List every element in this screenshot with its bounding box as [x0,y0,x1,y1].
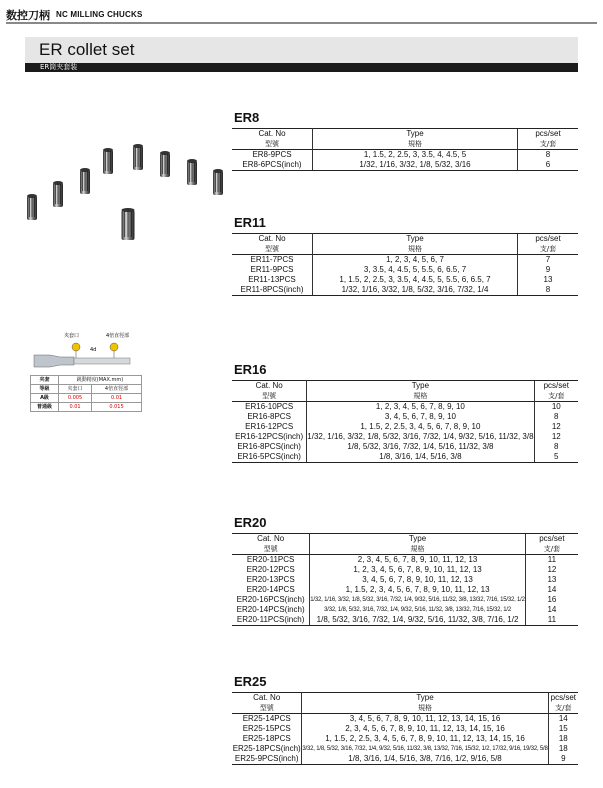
table-row [232,452,578,463]
pcs-cell: 15 [548,724,578,734]
section-title-er11: ER11 [234,215,266,230]
cat-no-cell: ER11-13PCS [232,275,313,285]
table-row [232,605,578,615]
accuracy-cell: 4倍直徑部 [92,385,142,394]
col-type: Type [302,693,548,704]
type-cell: 1, 1.5, 2, 3, 4, 5, 6, 7, 8, 9, 10, 11, 12, 13 [345,585,490,594]
label-4d: 4d [90,347,97,353]
accuracy-cell: 跳動精度(MAX.mm) [59,376,142,385]
cat-no-cell: ER25-18PCS(inch) [232,744,301,753]
cat-no-cell: ER16-12PCS(inch) [232,432,307,442]
type-cell: 1, 1.5, 2, 2.5, 3, 4, 5, 6, 7, 8, 9, 10 [360,422,481,431]
collet-icon [213,169,223,195]
cat-no-cell: ER20-16PCS(inch) [232,595,310,605]
collet-icon [27,194,37,220]
accuracy-cell: 等級 [31,385,59,394]
col-cat-no: Cat. No [232,234,313,245]
pcs-cell: 14 [525,585,578,595]
accuracy-cell: 0.01 [92,394,142,403]
header-row [232,129,578,140]
type-cell: 1/32, 1/16, 3/32, 1/8, 5/32, 3/16, 7/32, 1/4, 9/32, 5/16, 11/32, 3/8, 13/32, 7/16, 15/32, 1/2 [310,597,525,603]
pcs-cell: 13 [518,275,579,285]
cat-no-cell: ER8-6PCS(inch) [232,160,313,171]
type-cell: 1, 2, 3, 4, 5, 6, 7 [313,255,518,266]
col-cat-no-cn: 型號 [232,544,310,555]
accuracy-cell: A級 [31,394,59,403]
cat-no-cell: ER20-14PCS [232,585,310,595]
col-type-cn: 規格 [418,704,433,712]
header-row [232,381,578,392]
accuracy-diagram [30,329,142,424]
cat-no-cell: ER20-13PCS [232,575,310,585]
header-en: NC MILLING CHUCKS [56,10,143,19]
type-cell: 1/8, 5/32, 3/16, 7/32, 1/4, 5/16, 11/32, 3/8 [347,442,494,451]
page-title: ER collet set [39,40,135,59]
col-pcs-cn: 支/套 [525,544,578,555]
col-pcs: pcs/set [525,534,578,545]
col-pcs-cn: 支/套 [518,139,579,150]
col-pcs-cn: 支/套 [518,244,579,255]
page-header [6,6,597,24]
accuracy-row [31,385,142,394]
collet-icon [53,181,63,207]
pcs-cell: 7 [518,255,579,266]
type-cell: 3/32, 1/8, 5/32, 3/16, 7/32, 1/4, 9/32, 5/16, 11/32, 3/8, 13/32, 7/16, 15/32, 1/2 [324,607,511,613]
table-row [232,595,578,605]
col-cat-no-cn: 型號 [232,391,307,402]
type-cell: 1/32, 1/16, 3/32, 1/8, 5/32, 3/16, 7/32, 1/4, 9/32, 5/16, 11/32, 3/8 [307,432,534,441]
accuracy-row [31,376,142,385]
pcs-cell: 8 [534,442,578,452]
type-cell: 1/8, 3/16, 1/4, 5/16, 3/8 [307,452,534,463]
header-row-cn [232,139,578,150]
cat-no-cell: ER20-12PCS [232,565,310,575]
pcs-cell: 6 [518,160,579,171]
label-collet-mouth: 夹套口 [64,333,80,339]
pcs-cell: 16 [525,595,578,605]
col-pcs: pcs/set [518,234,579,245]
table-row [232,615,578,626]
header-row-cn [232,391,578,402]
type-cell: 3/32, 1/8, 5/32, 3/16, 7/32, 1/4, 9/32, 5/16, 11/32, 3/8, 13/32, 7/16, 15/32, 1/2, 17/32, 9/16, 19/32, 5/8 [302,746,548,752]
collet-icon [103,148,113,174]
pcs-cell: 10 [534,402,578,413]
table-row [232,744,578,754]
type-cell: 1, 1.5, 2, 2.5, 3, 3.5, 4, 4.5, 5 [313,150,518,161]
type-cell: 2, 3, 4, 5, 6, 7, 8, 9, 10, 11, 12, 13, 14, 15, 16 [345,724,505,733]
cat-no-cell: ER8-9PCS [232,150,313,161]
col-type-cn: 規格 [410,545,425,553]
cat-no-cell: ER25-15PCS [232,724,302,734]
table-row [232,724,578,734]
spec-table-er25 [232,692,578,765]
col-type: Type [310,534,525,545]
accuracy-table [30,375,142,412]
spec-table-er16 [232,380,578,463]
type-cell: 1/8, 3/16, 1/4, 5/16, 3/8, 7/16, 1/2, 9/16, 5/8 [302,754,548,765]
pcs-cell: 18 [548,734,578,744]
pcs-cell: 11 [525,555,578,566]
type-cell: 1/32, 1/16, 3/32, 1/8, 5/32, 3/16 [313,160,518,171]
accuracy-cell: 夹套口 [59,385,92,394]
col-cat-no: Cat. No [232,693,302,704]
section-title-er16: ER16 [234,362,267,377]
type-cell: 3, 3.5, 4, 4.5, 5, 5.5, 6, 6.5, 7 [363,265,467,274]
header-row-cn [232,703,578,714]
pcs-cell: 11 [525,615,578,626]
pcs-cell: 12 [534,422,578,432]
type-cell: 2, 3, 4, 5, 6, 7, 8, 9, 10, 11, 12, 13 [310,555,525,566]
table-row [232,285,578,296]
pcs-cell: 13 [525,575,578,585]
table-row [232,432,578,442]
header-row [232,234,578,245]
collet-icon [160,151,170,177]
col-pcs-cn: 支/套 [548,703,578,714]
cat-no-cell: ER25-18PCS [232,734,302,744]
type-cell: 1, 1.5, 2, 2.5, 3, 3.5, 4, 4.5, 5, 5.5, 6, 6.5, 7 [339,275,491,284]
cat-no-cell: ER25-14PCS [232,714,302,725]
header-cn: 数控刀柄 [6,9,50,22]
pcs-cell: 12 [534,432,578,442]
header-row-cn [232,244,578,255]
header-row-cn [232,544,578,555]
table-row [232,265,578,275]
cat-no-cell: ER16-10PCS [232,402,307,413]
pcs-cell: 9 [518,265,579,275]
col-pcs: pcs/set [534,381,578,392]
table-row [232,150,578,161]
cat-no-cell: ER25-9PCS(inch) [232,754,302,765]
pcs-cell: 8 [518,285,579,296]
col-type-cn: 規格 [413,392,428,400]
type-cell: 3, 4, 5, 6, 7, 8, 9, 10, 11, 12, 13, 14, 15, 16 [302,714,548,725]
type-cell: 1, 2, 3, 4, 5, 6, 7, 8, 9, 10 [307,402,534,413]
cat-no-cell: ER11-7PCS [232,255,313,266]
col-cat-no-cn: 型號 [232,703,302,714]
type-cell: 1/32, 1/16, 3/32, 1/8, 5/32, 3/16, 7/32, 1/4 [313,285,518,296]
cat-no-cell: ER16-12PCS [232,422,307,432]
cat-no-cell: ER16-8PCS [232,412,307,422]
collet-icon [122,208,135,240]
label-4d-part: 4倍直徑部 [106,333,130,339]
accuracy-cell: 夹套 [31,376,59,385]
table-row [232,422,578,432]
table-row [232,575,578,585]
accuracy-cell: 0.015 [92,403,142,412]
col-type: Type [313,234,518,245]
collet-icon [187,159,197,185]
table-row [232,565,578,575]
holder-drawing [30,329,142,375]
cat-no-cell: ER20-11PCS [232,555,310,566]
col-cat-no-cn: 型號 [232,139,313,150]
col-pcs: pcs/set [548,693,578,704]
accuracy-cell: 0.005 [59,394,92,403]
col-pcs-cn: 支/套 [534,391,578,402]
pcs-cell: 12 [525,565,578,575]
table-row [232,402,578,413]
pcs-cell: 5 [534,452,578,463]
cat-no-cell: ER11-8PCS(inch) [232,285,313,296]
table-row [232,585,578,595]
spec-table-er20 [232,533,578,626]
col-type: Type [307,381,534,392]
col-cat-no-cn: 型號 [232,244,313,255]
col-type-cn: 規格 [408,140,422,148]
table-row [232,754,578,765]
type-cell: 1, 1.5, 2, 2.5, 3, 4, 5, 6, 7, 8, 9, 10, 11, 12, 13, 14, 15, 16 [325,734,525,743]
spec-table-er11 [232,233,578,296]
pcs-cell: 14 [548,714,578,725]
accuracy-cell: 普通級 [31,403,59,412]
collet-icon [133,144,143,170]
type-cell: 1, 2, 3, 4, 5, 6, 7, 8, 9, 10, 11, 12, 13 [353,565,482,574]
cat-no-cell: ER20-11PCS(inch) [232,615,310,626]
pcs-cell: 14 [525,605,578,615]
col-cat-no: Cat. No [232,534,310,545]
cat-no-cell: ER16-8PCS(inch) [232,442,307,452]
type-cell: 3, 4, 5, 6, 7, 8, 9, 10, 11, 12, 13 [362,575,473,584]
col-pcs: pcs/set [518,129,579,140]
col-type: Type [313,129,518,140]
table-row [232,275,578,285]
type-cell: 3, 4, 5, 6, 7, 8, 9, 10 [384,412,456,421]
col-cat-no: Cat. No [232,129,313,140]
cat-no-cell: ER11-9PCS [232,265,313,275]
accuracy-row [31,394,142,403]
table-row [232,714,578,725]
col-type-cn: 規格 [408,245,422,253]
accuracy-cell: 0.01 [59,403,92,412]
cat-no-cell: ER16-5PCS(inch) [232,452,307,463]
table-row [232,442,578,452]
section-title-er25: ER25 [234,674,267,689]
col-cat-no: Cat. No [232,381,307,392]
table-row [232,734,578,744]
pcs-cell: 18 [548,744,578,754]
table-row [232,255,578,266]
cat-no-cell: ER20-14PCS(inch) [232,605,310,615]
subtitle-bar [25,63,578,72]
header-row [232,693,578,704]
header-row [232,534,578,545]
collet-icon [80,168,90,194]
collet-set-image [20,140,225,250]
table-row [232,160,578,171]
page-subtitle: ER筒夹套装 [40,63,78,71]
pcs-cell: 8 [518,150,579,161]
type-cell: 1/8, 5/32, 3/16, 7/32, 1/4, 9/32, 5/16, 11/32, 3/8, 7/16, 1/2 [310,615,525,626]
spec-table-er8 [232,128,578,171]
table-row [232,555,578,566]
accuracy-row [31,403,142,412]
section-title-er20: ER20 [234,515,267,530]
table-row [232,412,578,422]
pcs-cell: 8 [534,412,578,422]
title-block [25,37,578,63]
pcs-cell: 9 [548,754,578,765]
section-title-er8: ER8 [234,110,260,125]
